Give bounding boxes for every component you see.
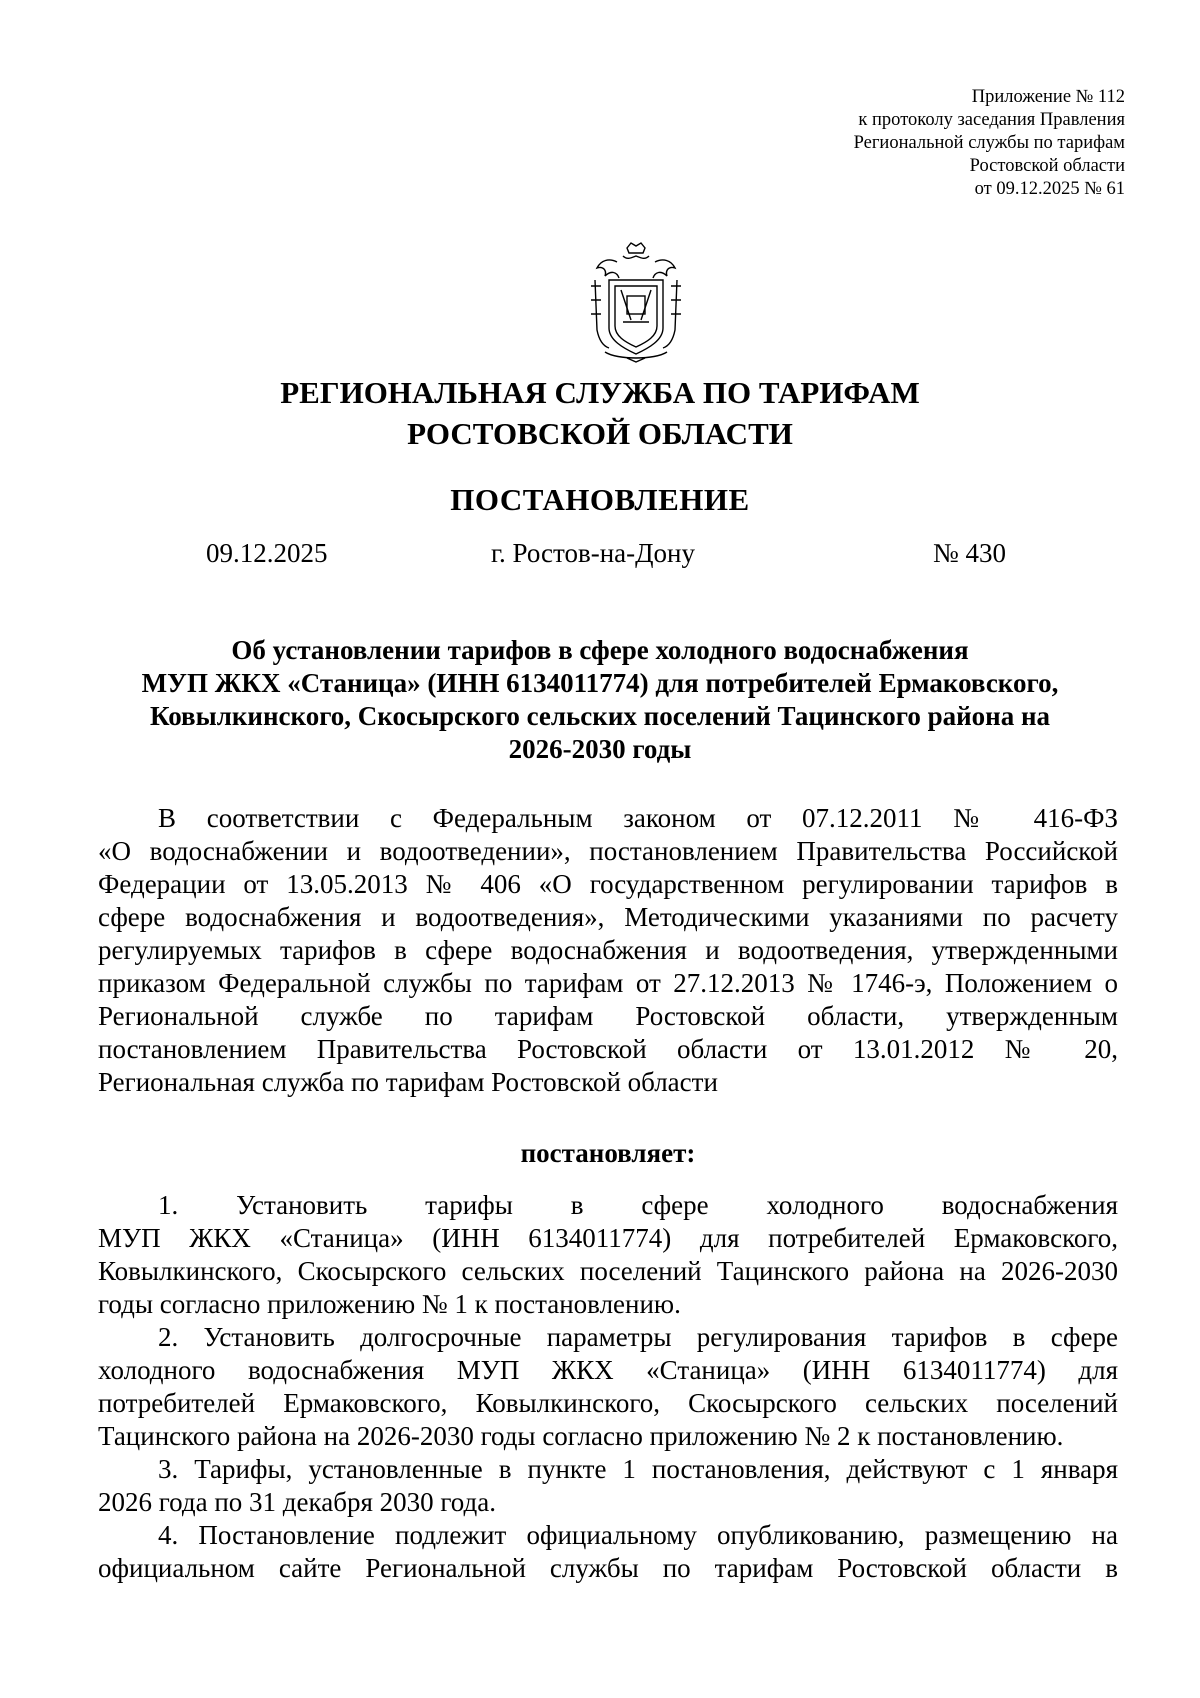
preamble-line: В соответствии с Федеральным законом от 07.12.2011 № 416-ФЗ	[158, 803, 1118, 833]
preamble-line: регулируемых тарифов в сфере водоснабжения и водоотведения, утвержденными	[98, 935, 1118, 965]
document-date: 09.12.2025	[206, 538, 328, 568]
preamble-line: приказом Федеральной службы по тарифам от 27.12.2013 № 1746-э, Положением о	[98, 968, 1118, 998]
preamble-line: Федерации от 13.05.2013 № 406 «О государственном регулировании тарифов в	[98, 869, 1118, 899]
preamble-line: Региональная служба по тарифам Ростовской области	[98, 1067, 718, 1097]
organization-title-line: РОСТОВСКОЙ ОБЛАСТИ	[407, 416, 793, 451]
appendix-line: от 09.12.2025 № 61	[974, 179, 1125, 199]
decree-items	[98, 1189, 1118, 1585]
appendix-line: к протоколу заседания Правления	[858, 110, 1125, 130]
item-1-line: 1. Установить тарифы в сфере холодного водоснабжения	[158, 1190, 1118, 1220]
preamble-paragraph	[98, 802, 1118, 1099]
organization-title-line: РЕГИОНАЛЬНАЯ СЛУЖБА ПО ТАРИФАМ	[280, 375, 920, 410]
item-1-line: годы согласно приложению № 1 к постановлению.	[98, 1289, 681, 1319]
subject-line: Об установлении тарифов в сфере холодного водоснабжения	[231, 635, 969, 665]
item-4-line: официальном сайте Региональной службы по тарифам Ростовской области в	[98, 1553, 1118, 1583]
item-2-line: 2. Установить долгосрочные параметры регулирования тарифов в сфере	[158, 1322, 1118, 1352]
coat-of-arms-icon	[587, 240, 685, 363]
item-2-line: потребителей Ермаковского, Ковылкинского, Скосырского сельских поселений	[98, 1388, 1118, 1418]
preamble-line: сфере водоснабжения и водоотведения», Методическими указаниями по расчету	[98, 902, 1118, 932]
subject-line: 2026-2030 годы	[508, 734, 692, 764]
item-2-line: холодного водоснабжения МУП ЖКХ «Станица» (ИНН 6134011774) для	[98, 1355, 1118, 1385]
appendix-line: Региональной службы по тарифам	[853, 133, 1125, 153]
document-subject	[120, 634, 1080, 766]
item-1-line: Ковылкинского, Скосырского сельских поселений Тацинского района на 2026-2030	[98, 1256, 1118, 1286]
item-3-line: 3. Тарифы, установленные в пункте 1 постановления, действуют с 1 января	[158, 1454, 1118, 1484]
decrees-label: постановляет:	[520, 1138, 696, 1168]
appendix-reference	[705, 86, 1125, 201]
preamble-line: постановлением Правительства Ростовской области от 13.01.2012 № 20,	[98, 1034, 1118, 1064]
document-type: ПОСТАНОВЛЕНИЕ	[450, 482, 750, 517]
item-4-line: 4. Постановление подлежит официальному опубликованию, размещению на	[158, 1520, 1118, 1550]
item-2-line: Тацинского района на 2026-2030 годы согласно приложению № 2 к постановлению.	[98, 1421, 1064, 1451]
organization-title	[100, 372, 1100, 454]
appendix-line: Ростовской области	[969, 156, 1125, 176]
preamble-line: Региональной службе по тарифам Ростовской области, утвержденным	[98, 1001, 1118, 1031]
item-1-line: МУП ЖКХ «Станица» (ИНН 6134011774) для потребителей Ермаковского,	[98, 1223, 1118, 1253]
preamble-line: «О водоснабжении и водоотведении», постановлением Правительства Российской	[98, 836, 1118, 866]
appendix-line: Приложение № 112	[971, 87, 1125, 107]
subject-line: МУП ЖКХ «Станица» (ИНН 6134011774) для потребителей Ермаковского,	[141, 668, 1059, 698]
document-city: г. Ростов-на-Дону	[491, 538, 696, 568]
document-number: № 430	[933, 538, 1007, 568]
item-3-line: 2026 года по 31 декабря 2030 года.	[98, 1487, 496, 1517]
subject-line: Ковылкинского, Скосырского сельских поселений Тацинского района на	[149, 701, 1051, 731]
